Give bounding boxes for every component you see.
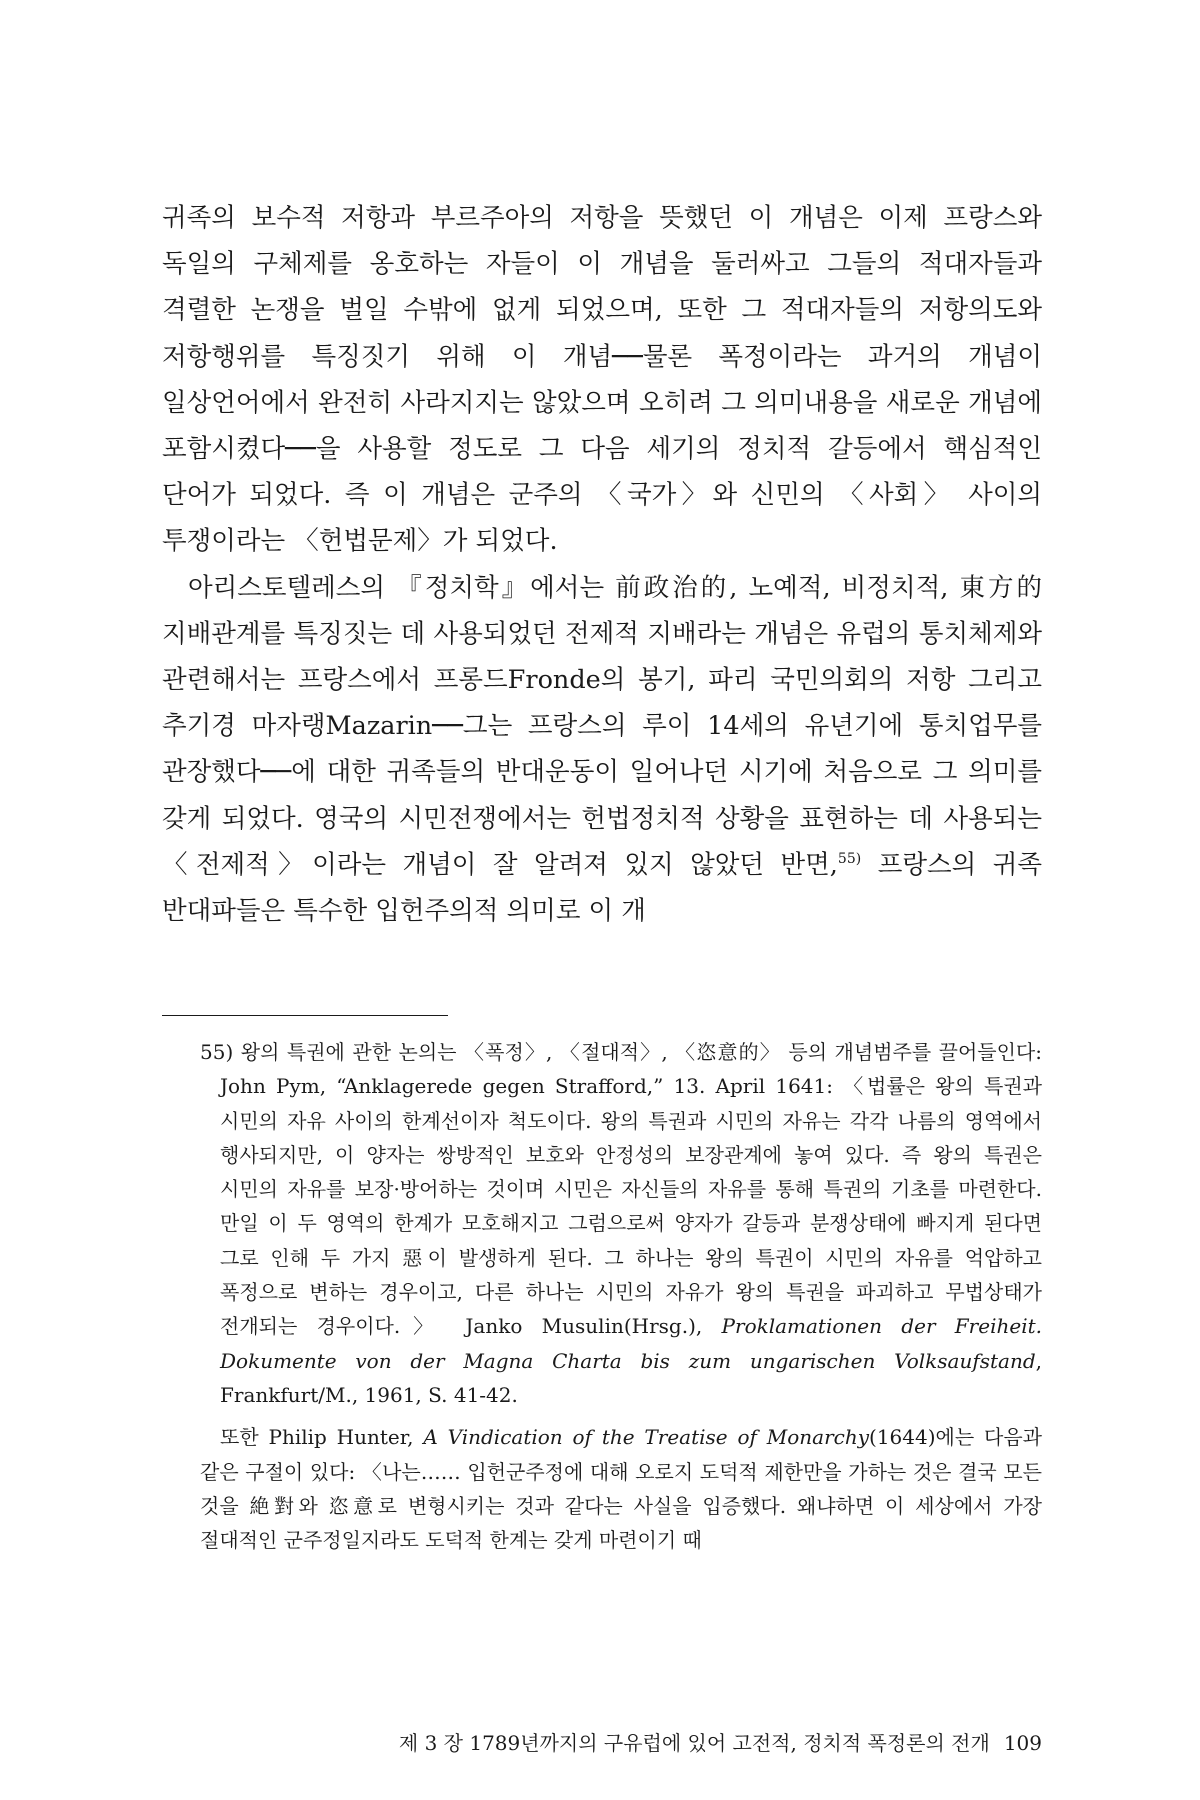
footnote-55-continued: 또한 Philip Hunter, A Vindication of the Treatise of Monarchy(1644)에는 다음과 같은 구절이 있다: 〈나는…… 입헌군주정에 대해 오로지 도덕적 제한만을 가하는 것은 결국 모든 것을 絶對와 恣意로 변형시키는 것과 같다는 사실을 입증했다. 왜냐하면 이 세상에서 가장 절대적인 군주정일지라도 도덕적 한계는 갖게 마련이기 때 — [200, 1425, 1042, 1553]
paragraph-2-text: 아리스토텔레스의 『정치학』에서는 前政治的, 노예적, 비정치적, 東方的 지배관계를 특징짓는 데 사용되었던 전제적 지배라는 개념은 유럽의 통치체제와 관련해서는 프랑스에서 프롱드Fronde의 봉기, 파리 국민의회의 저항 그리고 추기경 마자랭Mazarin──그는 프랑스의 루이 14세의 유년기에 통치업무를 관장했다──에 대한 귀족들의 반대운동이 일어나던 시기에 처음으로 그 의미를 갖게 되었다. 영국의 시민전쟁에서는 헌법정치적 상황을 표현하는 데 사용되는 〈전제적〉이라는 개념이 잘 알려져 있지 않았던 반면, — [162, 572, 1042, 880]
footnote-divider — [162, 1015, 448, 1016]
running-footer — [290, 1728, 1042, 1758]
paragraph-1: 귀족의 보수적 저항과 부르주아의 저항을 뜻했던 이 개념은 이제 프랑스와 독일의 구체제를 옹호하는 자들이 이 개념을 둘러싸고 그들의 적대자들과 격렬한 논쟁을 벌일 수밖에 없게 되었으며, 또한 그 적대자들의 저항의도와 저항행위를 특징짓기 위해 이 개념──물론 폭정이라는 과거의 개념이 일상언어에서 완전히 사라지지는 않았으며 오히려 그 의미내용을 새로운 개념에 포함시켰다──을 사용할 정도로 그 다음 세기의 정치적 갈등에서 핵심적인 단어가 되었다. 즉 이 개념은 군주의 〈국가〉와 신민의 〈사회〉 사이의 투쟁이라는 〈헌법문제〉가 되었다. — [162, 203, 1042, 557]
paragraph-2-end: 프랑스의 귀족 반대파들은 특수한 입헌주의적 의미로 이 개 — [162, 849, 1042, 927]
footnote-55-book-title: Proklamationen der Freiheit. Dokumente von der Magna Charta bis zum ungarischen Volksaufstand — [220, 1314, 1042, 1373]
footnote-55-text: 왕의 특권에 관한 논의는 〈폭정〉, 〈절대적〉, 〈恣意的〉 등의 개념범주를 끌어들인다: John Pym, “Anklagerede gegen Strafford,” 13. April 1641: 〈법률은 왕의 특권과 시민의 자유 사이의 한계선이자 척도이다. 왕의 특권과 시민의 자유는 각각 나름의 영역에서 행사되지만, 이 양자는 쌍방적인 보호와 안정성의 보장관계에 놓여 있다. 즉 왕의 특권은 시민의 자유를 보장·방어하는 것이며 시민은 자신들의 자유를 통해 특권의 기초를 마련한다. 만일 이 두 영역의 한계가 모호해지고 그럼으로써 양자가 갈등과 분쟁상태에 빠지게 된다면 그로 인해 두 가지 惡이 발생하게 된다. 그 하나는 왕의 특권이 시민의 자유를 억압하고 폭정으로 변하는 경우이고, 다른 하나는 시민의 자유가 왕의 특권을 파괴하고 무법상태가 전개되는 경우이다.〉 Janko Musulin(Hrsg.), — [220, 1040, 1042, 1339]
chapter-title: 제 3 장 1789년까지의 구유럽에 있어 고전적, 정치적 폭정론의 전개 — [398, 1731, 990, 1755]
footnote-55 — [200, 1035, 1042, 1412]
paragraph-2 — [162, 565, 1042, 935]
footnote-55-hunter-title: A Vindication of the Treatise of Monarchy — [423, 1425, 870, 1450]
page-number: 109 — [1003, 1731, 1042, 1755]
footnote-55-citation: , Frankfurt/M., 1961, S. 41-42. — [220, 1348, 1042, 1407]
footnote-55-label: 55) — [200, 1040, 234, 1064]
footnote-reference-55[interactable]: 55) — [837, 850, 862, 867]
footnotes — [200, 1035, 1042, 1557]
main-text — [162, 195, 1042, 934]
